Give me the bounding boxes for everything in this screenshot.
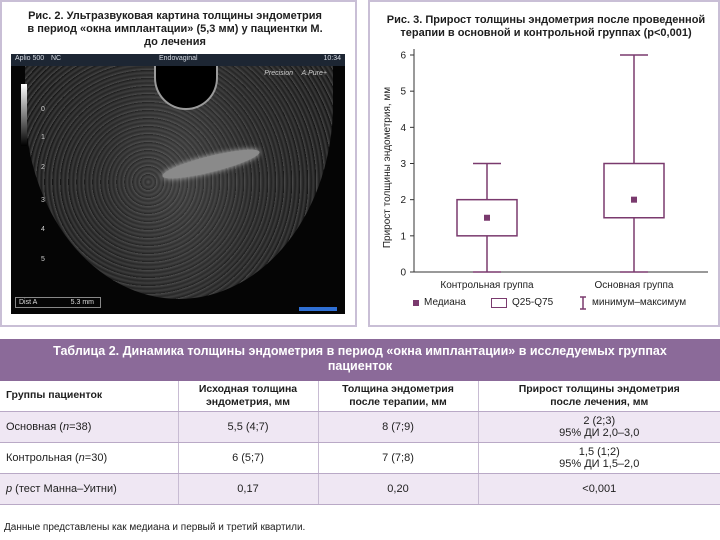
time-label: 10:34 (323, 55, 341, 62)
depth-mark: 5 (41, 256, 45, 263)
p-label-cell (0, 473, 178, 504)
column-header-gain (478, 381, 720, 411)
legend-iqr-swatch (491, 298, 507, 308)
after-cell: 7 (7;8) (318, 442, 478, 473)
figure-3-title-line-2: терапии в основной и контрольной группах (p<0,001) (400, 27, 692, 39)
column-header-text: Толщина эндометрия (342, 382, 454, 395)
figure-2-title-line-3: до лечения (144, 36, 206, 48)
group-prefix: Контрольная ( (6, 451, 79, 464)
progress-indicator (299, 307, 337, 311)
ultrasound-header-bar (11, 54, 345, 66)
figure-2-title (10, 10, 340, 49)
data-table (0, 381, 720, 505)
table-2 (0, 339, 720, 505)
table-footnote: Данные представлены как медиана и первый и третий квартили. (4, 522, 306, 533)
y-tick-label: 0 (400, 267, 406, 279)
p-gain-cell: <0,001 (478, 473, 720, 504)
precision-label: Precision (264, 70, 293, 77)
gain-value: 2 (2;3) (583, 414, 616, 427)
initial-cell: 5,5 (4;7) (178, 411, 318, 442)
measurement-value: 5.3 mm (70, 299, 94, 306)
gain-value: 1,5 (1;2) (578, 445, 620, 458)
median-marker (631, 197, 637, 203)
depth-mark: 4 (41, 226, 45, 233)
column-header-text: эндометрия, мм (205, 395, 291, 408)
measurement-readout (15, 297, 101, 308)
nc-label: NC (51, 55, 62, 62)
group-prefix: Основная ( (6, 420, 63, 433)
mode-label: Endovaginal (159, 55, 198, 62)
y-tick-label: 1 (400, 231, 406, 243)
gain-cell (478, 442, 720, 473)
column-header-text: Исходная толщина (198, 382, 298, 395)
group-n: n (62, 420, 70, 433)
device-label: Aplio 500 (15, 55, 45, 62)
column-header-text: Прирост толщины эндометрия (518, 382, 680, 395)
figure-2-title-line-1: Рис. 2. Ультразвуковая картина толщины эндометрия (28, 10, 322, 22)
y-tick-label: 6 (400, 50, 406, 62)
column-header-text: Группы пациенток (6, 389, 103, 402)
table-row-p-value (0, 473, 720, 504)
table-2-title-line-1: Таблица 2. Динамика толщины эндометрия в период «окна имплантации» в исследуемых группах (53, 344, 667, 358)
y-tick-label: 4 (400, 122, 406, 134)
y-tick-label: 2 (400, 195, 406, 207)
p-test-name: (тест Манна–Уитни) (12, 482, 117, 495)
measurement-label: Dist A (19, 299, 38, 306)
gain-cell (478, 411, 720, 442)
table-row (0, 442, 720, 473)
legend-range-label: минимум–максимум (592, 297, 687, 308)
figure-3-title-line-1: Рис. 3. Прирост толщины эндометрия после проведенной (386, 14, 706, 26)
legend-median-swatch (413, 300, 419, 306)
box-plot-chart (370, 2, 718, 325)
legend-median-label: Медиана (424, 297, 466, 308)
legend-iqr-label: Q25-Q75 (512, 297, 554, 308)
table-header-row (0, 381, 720, 411)
figure-2-panel (0, 0, 357, 327)
table-2-title (0, 339, 720, 381)
column-header-text: после лечения, мм (550, 395, 649, 408)
ultrasound-image (11, 54, 345, 314)
p-initial-cell: 0,17 (178, 473, 318, 504)
median-marker (484, 215, 490, 221)
legend-range-swatch (579, 296, 587, 310)
figure-2-title-line-2: в период «окна имплантации» (5,3 мм) у пациентки М. (27, 23, 323, 35)
column-header-groups (0, 381, 178, 411)
group-suffix: =38) (69, 420, 92, 433)
depth-mark: 1 (41, 134, 45, 141)
x-category-label: Контрольная группа (440, 280, 534, 291)
table-row (0, 411, 720, 442)
group-cell (0, 411, 178, 442)
group-n: n (78, 451, 85, 464)
y-tick-label: 5 (400, 86, 406, 98)
column-header-initial (178, 381, 318, 411)
group-cell (0, 442, 178, 473)
y-axis-label: Прирост толщины эндометрия, мм (382, 86, 393, 249)
column-header-text: после терапии, мм (349, 395, 447, 408)
figure-3-panel (368, 0, 720, 327)
grayscale-bar (21, 84, 27, 146)
table-2-title-line-2: пациенток (327, 359, 393, 373)
p-after-cell: 0,20 (318, 473, 478, 504)
apure-label: A.Pure+ (301, 70, 327, 77)
p-symbol: р (6, 482, 13, 495)
depth-mark: 2 (41, 164, 45, 171)
x-category-label: Основная группа (594, 280, 674, 291)
y-tick-label: 3 (400, 159, 406, 170)
initial-cell: 6 (5;7) (178, 442, 318, 473)
gain-ci: 95% ДИ 2,0–3,0 (559, 426, 640, 439)
after-cell: 8 (7;9) (318, 411, 478, 442)
group-suffix: =30) (84, 451, 108, 464)
depth-mark: 0 (41, 106, 45, 113)
gain-ci: 95% ДИ 1,5–2,0 (559, 457, 640, 470)
column-header-after (318, 381, 478, 411)
iqr-box (604, 164, 664, 218)
depth-mark: 3 (41, 197, 45, 204)
